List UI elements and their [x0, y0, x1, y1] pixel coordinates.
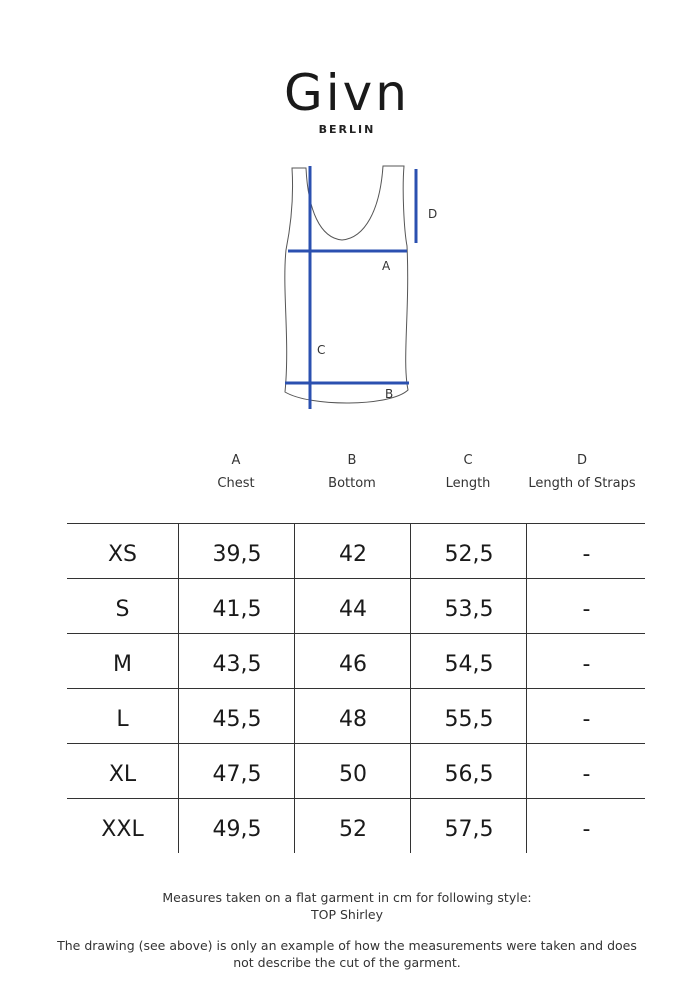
table-row: [67, 688, 645, 743]
brand-location: BERLIN: [318, 123, 376, 136]
chest-cell: 47,5: [178, 744, 295, 798]
length-cell: 55,5: [410, 689, 527, 743]
chest-cell: 39,5: [178, 524, 295, 578]
chest-cell: 43,5: [178, 634, 295, 688]
column-name: Bottom: [328, 476, 376, 492]
size-cell: XXL: [101, 817, 144, 842]
column-name: Length: [445, 476, 491, 492]
size-cell: XS: [107, 542, 138, 567]
column-letter: C: [463, 453, 473, 468]
chest-cell: 41,5: [178, 579, 295, 633]
measure-note: [0, 889, 694, 923]
table-row: [67, 743, 645, 798]
column-name: Length of Straps: [528, 476, 636, 492]
size-cell: M: [113, 652, 132, 677]
size-cell: XL: [108, 762, 137, 787]
bottom-cell: 46: [294, 634, 411, 688]
bottom-cell: 52: [294, 799, 411, 853]
bottom-cell: 44: [294, 579, 411, 633]
column-name: Chest: [217, 476, 255, 492]
column-header-bottom: [294, 453, 410, 493]
table-row: [67, 523, 645, 578]
tank-top-measurement-diagram: [270, 160, 450, 415]
length-cell: 57,5: [410, 799, 527, 853]
size-table: [67, 523, 645, 853]
table-row: [67, 633, 645, 688]
bottom-cell: 50: [294, 744, 411, 798]
column-header-length: [410, 453, 526, 493]
brand-logo: Givn: [284, 64, 410, 122]
column-header-straps: [526, 453, 638, 493]
table-row: [67, 798, 645, 853]
column-letter: B: [347, 453, 357, 468]
chest-cell: 49,5: [178, 799, 295, 853]
length-cell: 54,5: [410, 634, 527, 688]
column-letter: D: [576, 453, 587, 468]
disclaimer-line: The drawing (see above) is only an example of how the measurements were taken and does: [57, 938, 637, 953]
column-letter: A: [231, 453, 241, 468]
column-header-chest: [178, 453, 294, 493]
size-cell: S: [115, 597, 130, 622]
table-row: [67, 578, 645, 633]
straps-cell: -: [526, 799, 646, 853]
disclaimer-line: not describe the cut of the garment.: [233, 955, 461, 970]
label-d: D: [428, 207, 438, 221]
length-cell: 53,5: [410, 579, 527, 633]
straps-cell: -: [526, 744, 646, 798]
label-b: B: [385, 387, 394, 401]
straps-cell: -: [526, 524, 646, 578]
chest-cell: 45,5: [178, 689, 295, 743]
length-cell: 52,5: [410, 524, 527, 578]
straps-cell: -: [526, 579, 646, 633]
measure-note-line: Measures taken on a flat garment in cm for following style:: [162, 890, 532, 905]
size-cell: L: [116, 707, 129, 732]
label-c: C: [317, 343, 326, 357]
straps-cell: -: [526, 689, 646, 743]
bottom-cell: 42: [294, 524, 411, 578]
straps-cell: -: [526, 634, 646, 688]
bottom-cell: 48: [294, 689, 411, 743]
disclaimer: [30, 937, 664, 971]
label-a: A: [382, 259, 391, 273]
style-name: TOP Shirley: [310, 907, 383, 922]
length-cell: 56,5: [410, 744, 527, 798]
garment-outline: [285, 166, 408, 403]
